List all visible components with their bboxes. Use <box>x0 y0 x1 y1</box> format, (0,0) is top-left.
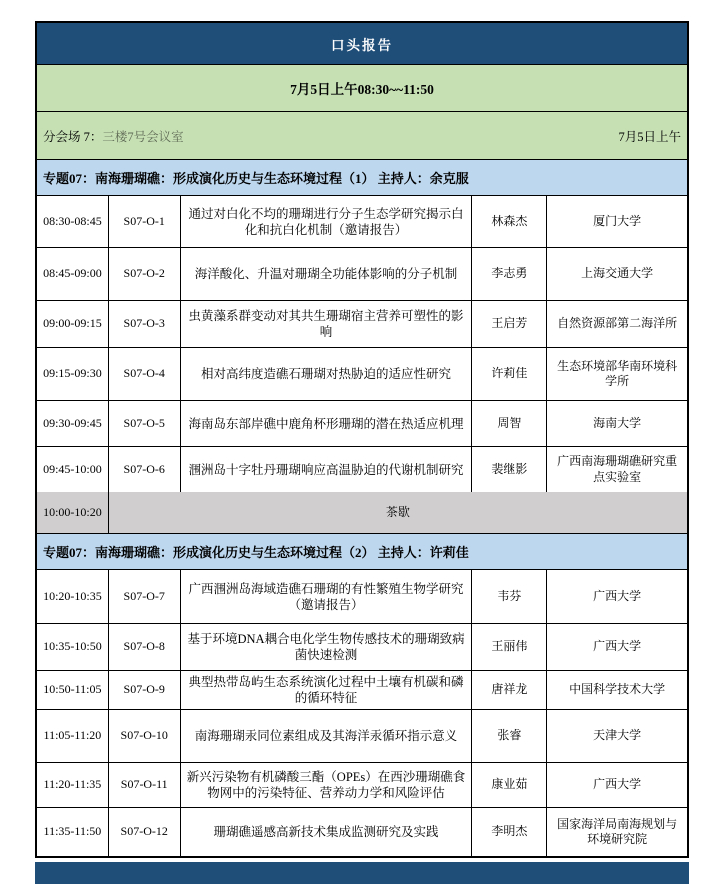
presenter-cell: 周智 <box>472 401 547 446</box>
presenter-cell: 李明杰 <box>472 808 547 856</box>
title-cell: 珊瑚礁遥感高新技术集成监测研究及实践 <box>181 808 473 856</box>
time-cell: 09:15-09:30 <box>37 348 109 400</box>
title-cell: 海南岛东部岸礁中鹿角杯形珊瑚的潜在热适应机理 <box>181 401 473 446</box>
presenter-cell: 康业茹 <box>472 763 547 807</box>
footer-bar <box>35 862 689 884</box>
affiliation-cell: 广西大学 <box>593 588 642 603</box>
paper-id-cell: S07-O-8 <box>109 624 181 670</box>
program-table <box>35 21 689 858</box>
table-row <box>37 447 687 492</box>
affiliation-cell: 中国科学技术大学 <box>569 682 666 697</box>
time-cell: 09:30-09:45 <box>37 401 109 446</box>
presenter-cell: 许莉佳 <box>472 348 547 400</box>
table-row <box>37 196 687 248</box>
venue-date: 7月5日上午 <box>618 129 681 144</box>
table-row <box>37 248 687 301</box>
session-1-title: 专题07：南海珊瑚礁：形成演化历史与生态环境过程（1） 主持人：余克服 <box>43 171 469 186</box>
report-type-title: 口头报告 <box>331 37 393 53</box>
table-row <box>37 710 687 763</box>
time-cell: 10:35-10:50 <box>37 624 109 670</box>
presenter-cell: 王启芳 <box>472 301 547 347</box>
paper-id-cell: S07-O-2 <box>109 248 181 300</box>
paper-id-cell: S07-O-7 <box>109 570 181 623</box>
time-cell: 08:30-08:45 <box>37 196 109 247</box>
venue-row <box>37 112 687 160</box>
presenter-cell: 李志勇 <box>472 248 547 300</box>
presenter-cell: 张睿 <box>472 710 547 762</box>
title-cell: 虫黄藻系群变动对其共生珊瑚宿主营养可塑性的影响 <box>181 301 473 347</box>
affiliation-cell: 厦门大学 <box>593 213 642 228</box>
presenter-cell: 裴继影 <box>472 447 547 492</box>
paper-id-cell: S07-O-6 <box>109 447 181 492</box>
time-cell: 08:45-09:00 <box>37 248 109 300</box>
table-row <box>37 348 687 401</box>
affiliation-cell: 国家海洋局南海规划与环境研究院 <box>557 816 678 846</box>
presenter-cell: 唐祥龙 <box>472 671 547 709</box>
affiliation-cell: 广西大学 <box>593 639 642 654</box>
paper-id-cell: S07-O-11 <box>109 763 181 807</box>
affiliation-cell: 生态环境部华南环境科学所 <box>557 358 678 388</box>
tea-break-row <box>37 492 687 534</box>
time-cell: 11:20-11:35 <box>37 763 109 807</box>
title-cell: 典型热带岛屿生态系统演化过程中土壤有机碳和磷的循环特征 <box>181 671 473 709</box>
time-cell: 10:20-10:35 <box>37 570 109 623</box>
venue-label: 分会场 7： <box>43 129 103 144</box>
venue-room: 三楼7号会议室 <box>102 129 184 144</box>
title-cell: 通过对白化不均的珊瑚进行分子生态学研究揭示白化和抗白化机制（邀请报告） <box>181 196 473 247</box>
affiliation-cell: 海南大学 <box>593 415 642 430</box>
time-cell: 09:00-09:15 <box>37 301 109 347</box>
session-1-header <box>37 160 687 196</box>
title-cell: 广西涠洲岛海域造礁石珊瑚的有性繁殖生物学研究（邀请报告） <box>181 570 473 623</box>
time-cell: 11:35-11:50 <box>37 808 109 856</box>
title-cell: 新兴污染物有机磷酸三酯（OPEs）在西沙珊瑚礁食物网中的污染特征、营养动力学和风险评估 <box>181 763 473 807</box>
title-cell: 相对高纬度造礁石珊瑚对热胁迫的适应性研究 <box>181 348 473 400</box>
table-row <box>37 763 687 808</box>
table-row <box>37 808 687 856</box>
paper-id-cell: S07-O-9 <box>109 671 181 709</box>
session-1-rows <box>37 196 687 492</box>
affiliation-cell: 广西南海珊瑚礁研究重点实验室 <box>557 454 678 484</box>
title-cell: 涠洲岛十字牡丹珊瑚响应高温胁迫的代谢机制研究 <box>181 447 473 492</box>
affiliation-cell: 天津大学 <box>593 728 642 743</box>
session-2-rows <box>37 570 687 856</box>
paper-id-cell: S07-O-10 <box>109 710 181 762</box>
presenter-cell: 韦芬 <box>472 570 547 623</box>
title-cell: 海洋酸化、升温对珊瑚全功能体影响的分子机制 <box>181 248 473 300</box>
title-cell: 基于环境DNA耦合电化学生物传感技术的珊瑚致病菌快速检测 <box>181 624 473 670</box>
table-row <box>37 401 687 447</box>
paper-id-cell: S07-O-4 <box>109 348 181 400</box>
table-row <box>37 671 687 710</box>
time-cell: 11:05-11:20 <box>37 710 109 762</box>
paper-id-cell: S07-O-12 <box>109 808 181 856</box>
datetime-bar <box>37 65 687 112</box>
table-row <box>37 570 687 624</box>
datetime-text: 7月5日上午08:30~~11:50 <box>290 82 434 97</box>
affiliation-cell: 自然资源部第二海洋所 <box>557 316 678 331</box>
tea-break-label: 茶歇 <box>385 504 410 519</box>
table-row <box>37 624 687 671</box>
venue-info <box>43 127 184 145</box>
title-cell: 南海珊瑚汞同位素组成及其海洋汞循环指示意义 <box>181 710 473 762</box>
table-row <box>37 301 687 348</box>
time-cell: 09:45-10:00 <box>37 447 109 492</box>
time-cell: 10:50-11:05 <box>37 671 109 709</box>
presenter-cell: 林森杰 <box>472 196 547 247</box>
paper-id-cell: S07-O-3 <box>109 301 181 347</box>
session-2-title: 专题07：南海珊瑚礁：形成演化历史与生态环境过程（2） 主持人：许莉佳 <box>43 545 469 560</box>
paper-id-cell: S07-O-1 <box>109 196 181 247</box>
presenter-cell: 王丽伟 <box>472 624 547 670</box>
paper-id-cell: S07-O-5 <box>109 401 181 446</box>
report-type-header <box>37 23 687 65</box>
affiliation-cell: 上海交通大学 <box>581 266 654 281</box>
session-2-header <box>37 534 687 570</box>
time-cell: 10:00-10:20 <box>37 492 109 533</box>
affiliation-cell: 广西大学 <box>593 777 642 792</box>
